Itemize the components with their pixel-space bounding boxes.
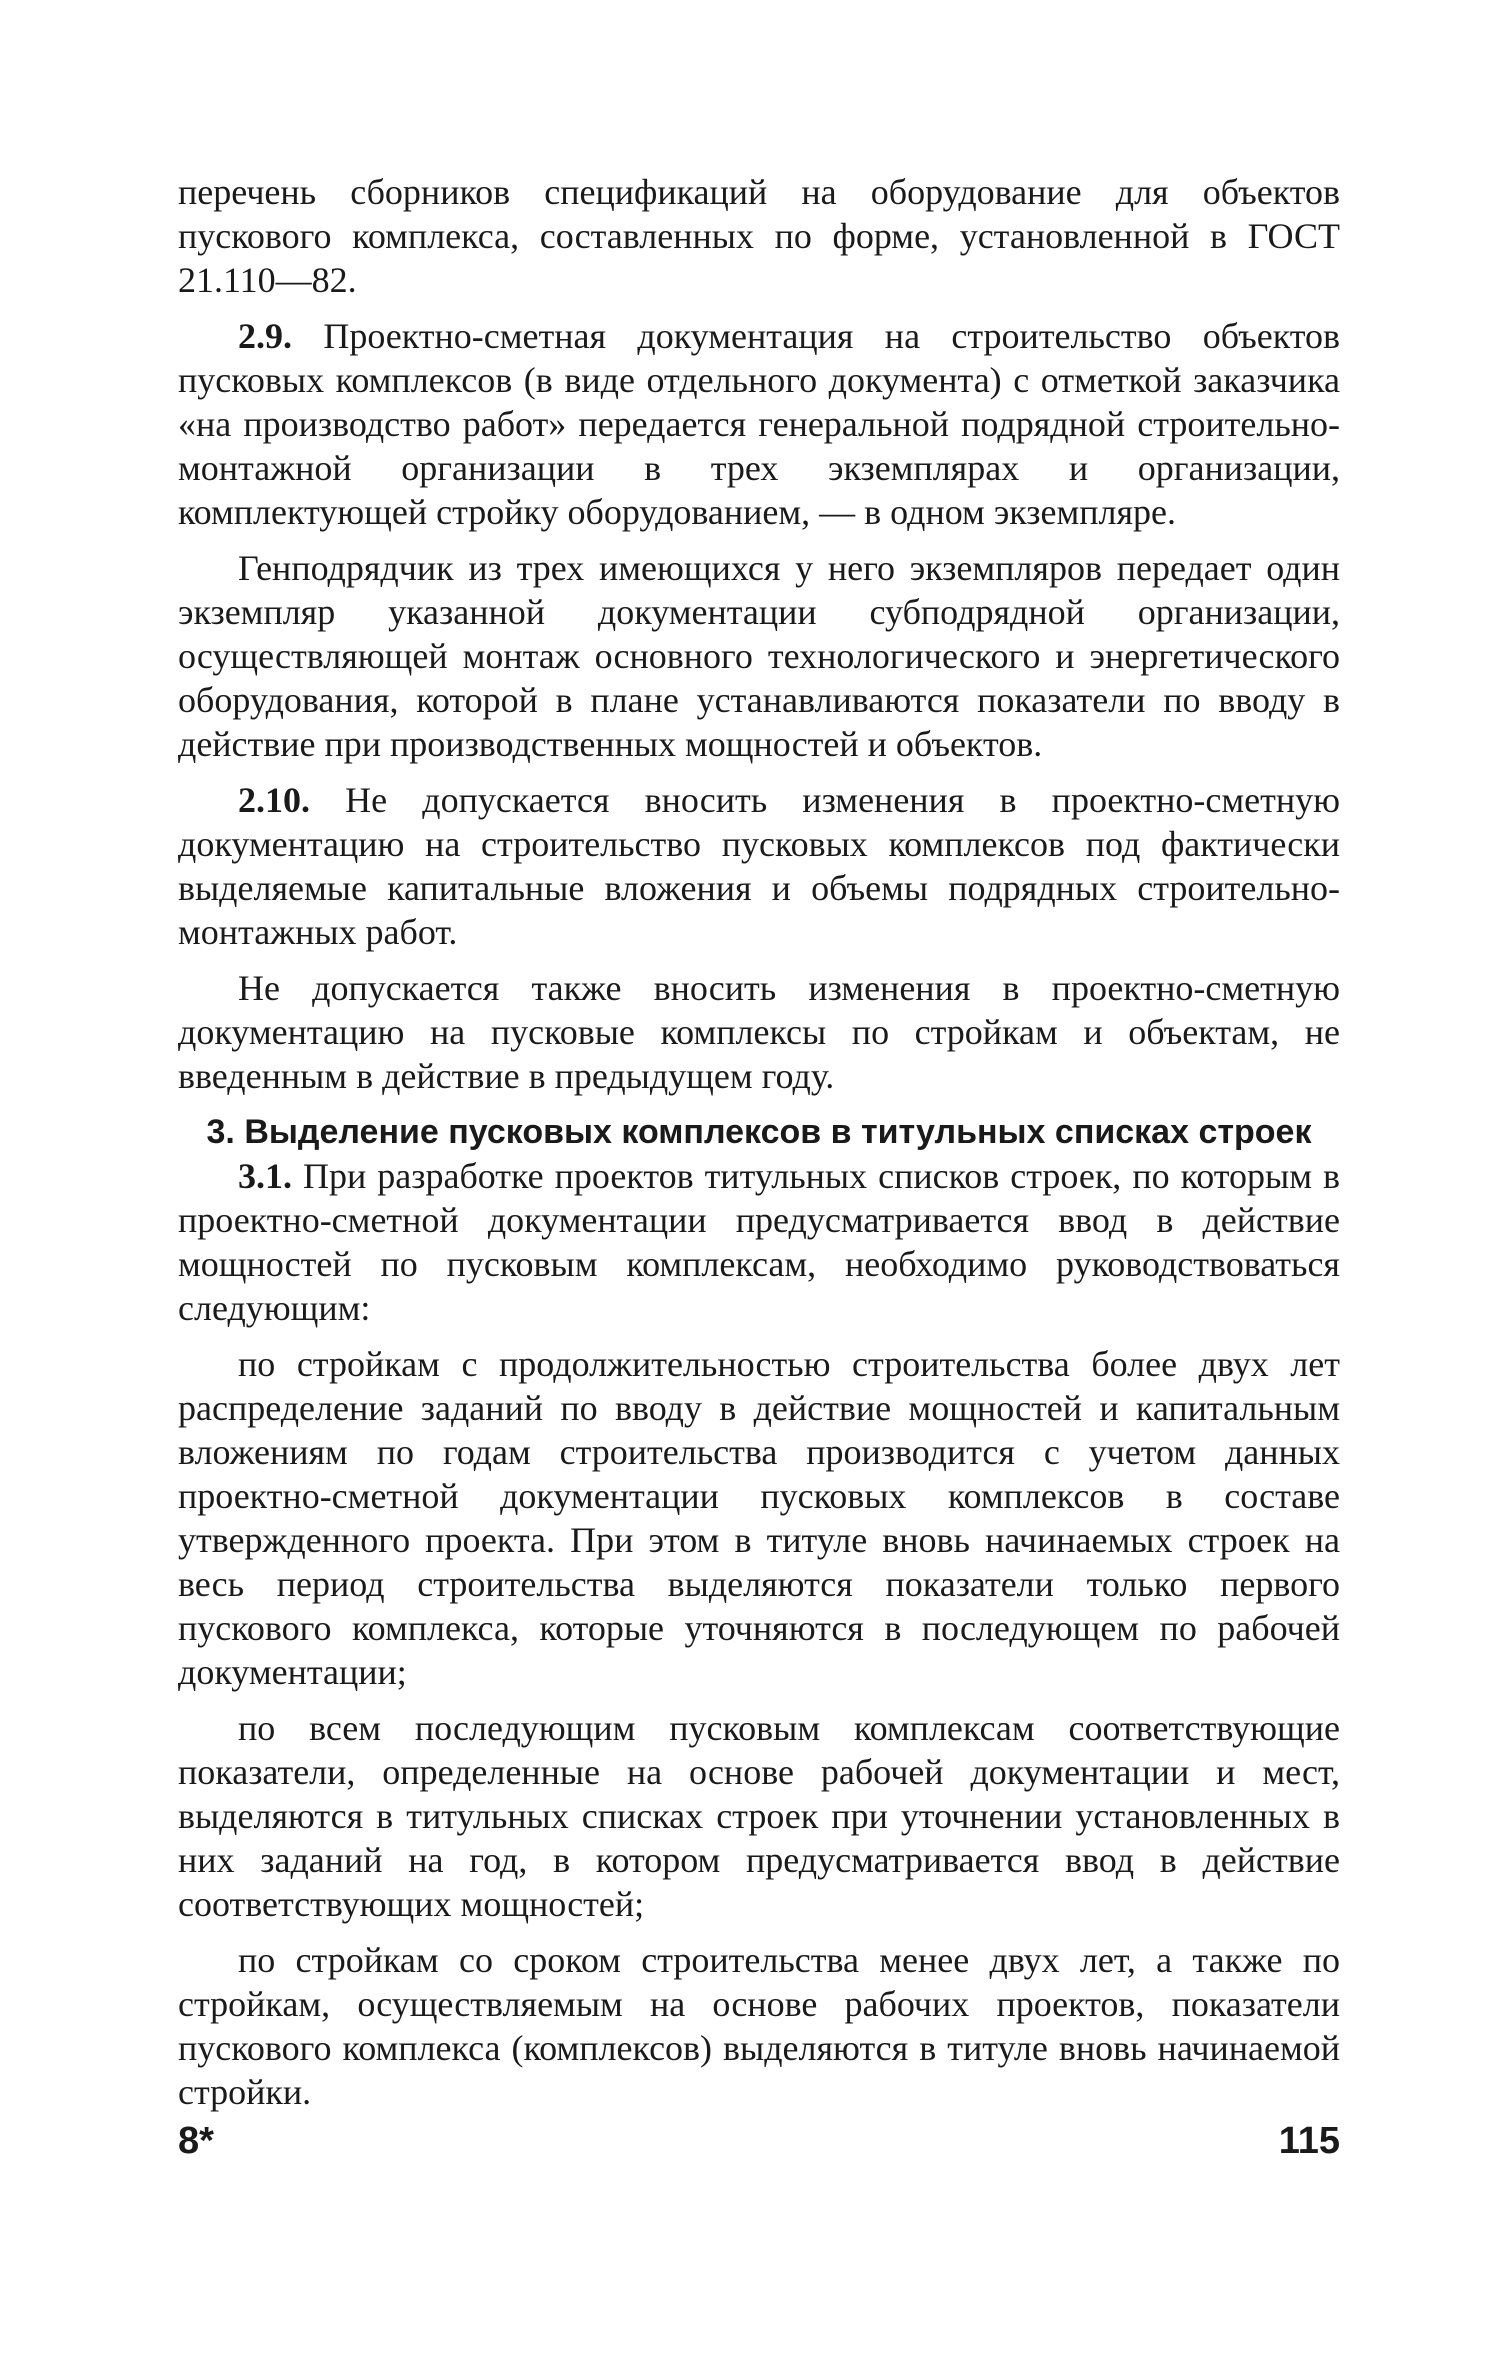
paragraph-list-item bbox=[178, 1706, 1340, 1926]
paragraph-text: При разработке проектов титульных списков строек, по которым в проектно-сметной документации предусматривается ввод в действие мощностей по пусковым комплексам, необходимо руководствоваться следующим: bbox=[178, 1156, 1341, 1328]
paragraph-text: по всем последующим пусковым комплексам соответствующие показатели, определенные на основе рабочей документации и мест, выделяются в титульных списках строек при уточнении установленных в них заданий на год, в котором предусматривается ввод в действие соответствующих мощностей; bbox=[178, 1708, 1340, 1924]
paragraph-ne-dopuskaetsya bbox=[178, 966, 1340, 1098]
paragraph-text: Проектно-сметная документация на строительство объектов пусковых комплексов (в виде отдельного документа) с отметкой заказчика «на производство работ» передается генеральной подрядной строительно-монтажной организации в трех экземплярах и организации, комплектующей стройку оборудованием, — в одном экземпляре. bbox=[178, 316, 1340, 532]
page-number: 115 bbox=[1278, 2120, 1340, 2162]
page-footer bbox=[178, 2120, 1340, 2170]
paragraph-text: Генподрядчик из трех имеющихся у него экземпляров передает один экземпляр указанной документации субподрядной организации, осуществляющей монтаж основного технологического и энергетического оборудования, которой в плане устанавливаются показатели по вводу в действие при производственных мощностей и объектов. bbox=[178, 548, 1340, 764]
paragraph-text: по стройкам с продолжительностью строительства более двух лет распределение заданий по вводу в действие мощностей и капитальным вложениям по годам строительства производится с учетом данных проектно-сметной документации пусковых комплексов в составе утвержденного проекта. При этом в титуле вновь начинаемых строек на весь период строительства выделяются показатели только первого пускового комплекса, которые уточняются в последующем по рабочей документации; bbox=[178, 1344, 1340, 1692]
paragraph-text: Не допускается также вносить изменения в проектно-сметную документацию на пусковые комплексы по стройкам и объектам, не введенным в действие в предыдущем году. bbox=[178, 968, 1340, 1096]
signature-mark: 8* bbox=[178, 2120, 214, 2162]
paragraph-genpodryadchik bbox=[178, 546, 1340, 766]
paragraph-text: перечень сборников спецификаций на оборудование для объектов пускового комплекса, составленных по форме, установленной в ГОСТ 21.110—82. bbox=[178, 172, 1340, 300]
paragraph-3-1 bbox=[178, 1154, 1340, 1330]
paragraph-list-item bbox=[178, 1342, 1340, 1694]
paragraph-continuation bbox=[178, 170, 1340, 302]
paragraph-text: Не допускается вносить изменения в проектно-сметную документацию на строительство пусковых комплексов под фактически выделяемые капитальные вложения и объемы подрядных строительно-монтажных работ. bbox=[178, 780, 1340, 952]
paragraph-text: по стройкам со сроком строительства менее двух лет, а также по стройкам, осуществляемым на основе рабочих проектов, показатели пускового комплекса (комплексов) выделяются в титуле вновь начинаемой стройки. bbox=[178, 1940, 1340, 2112]
paragraph-number: 3.1. bbox=[238, 1156, 292, 1196]
document-body bbox=[178, 170, 1340, 2126]
section-heading: 3. Выделение пусковых комплексов в титульных списках строек bbox=[206, 1113, 1312, 1151]
paragraph-number: 2.9. bbox=[238, 316, 292, 356]
paragraph-list-item bbox=[178, 1938, 1340, 2114]
paragraph-number: 2.10. bbox=[238, 780, 310, 820]
paragraph-2-9 bbox=[178, 314, 1340, 534]
paragraph-2-10 bbox=[178, 778, 1340, 954]
